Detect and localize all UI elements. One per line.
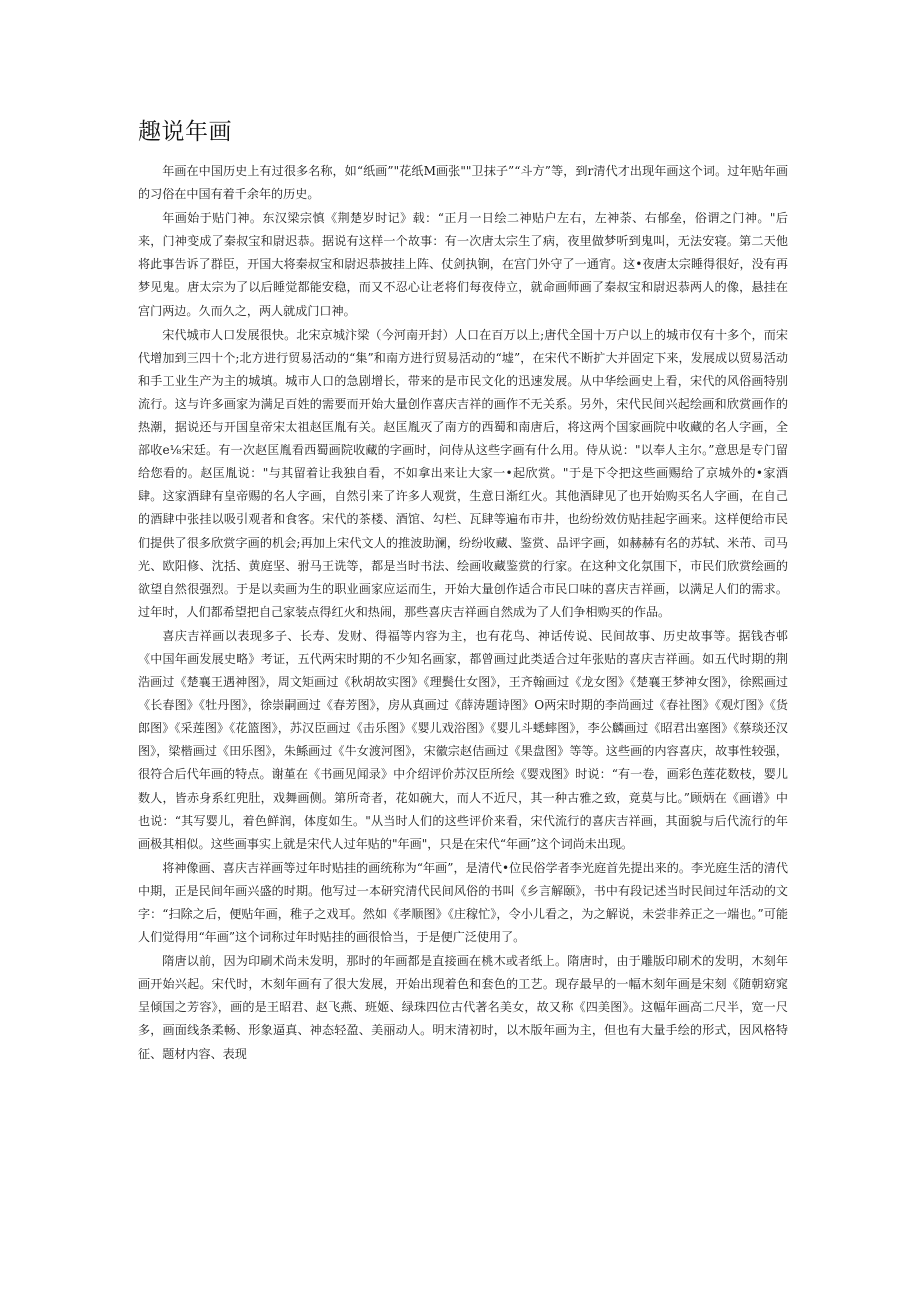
paragraph-2: 年画始于贴门神。东汉梁宗慎《荆楚岁时记》载：“正月一日绘二神贴户左右，左神荼、右郁垒，俗谓之门神。"后来，门神变成了秦叔宝和尉迟恭。据说有这样一个故事：有一次唐太宗生了病，夜里做梦听到鬼叫，无法安寝。第二天他将此事告诉了群臣，开国大将秦叔宝和尉迟恭披挂上阵、仗剑执锏，在宫门外守了一通宵。这•夜唐太宗睡得很好，没有再梦见鬼。唐太宗为了以后睡觉都能安稳，而又不忍心让老将们每夜侍立，就命画师画了秦叔宝和尉迟恭两人的像，悬挂在宫门两边。久而久之，两人就成门口神。 [138,211,788,318]
paragraph-1: 年画在中国历史上有过很多名称，如“纸画”"花纸M画张""卫抹子”“斗方”等，到r清代才出现年画这个词。过年贴年画的习俗在中国有着千余年的历史。 [138,164,788,202]
paragraph-5: 将神像画、喜庆吉祥画等过年时贴挂的画统称为“年画”，是清代•位民俗学者李光庭首先提出来的。李光庭生活的清代中期，正是民间年画兴盛的时期。他写过一本研究清代民间风俗的书叫《乡言解颐》，书中有段记述当时民间过年活动的文字：“扫除之后，便贴年画，稚子之戏耳。然如《孝顺图》《庄稼忙》，令小儿看之，为之解说，未尝非养正之一端也。”可能人们觉得用“年画”这个词称过年时贴挂的画很恰当，于是便广泛使用了。 [138,860,788,945]
paragraph-3: 宋代城市人口发展很快。北宋京城汴梁（今河南开封）人口在百万以上;唐代全国十万户以上的城市仅有十多个，而宋代增加到三四十个;北方进行贸易活动的“集”和南方进行贸易活动的“墟”，在宋代不断扩大并固定下来，发展成以贸易活动和手工业生产为主的城填。城市人口的急剧增长，带来的是市民文化的迅速发展。从中华绘画史上看，宋代的风俗画特别流行。这与许多画家为满足百姓的需要而开始大量创作喜庆吉祥的画作不无关系。另外，宋代民间兴起绘画和欣赏画作的热潮，据说还与开国皇帝宋太祖赵匡胤有关。赵匡胤灭了南方的西蜀和南唐后，将这两个国家画院中收藏的名人字画，全部收e⅛宋廷。有一次赵匡胤看西蜀画院收藏的字画时，问侍从这些字画有什么用。侍从说："以奉人主尔。”意思是专门留给您看的。赵匡胤说："与其留着让我独自看，不如拿出来让大家一•起欣赏。"于是下令把这些画赐给了京城外的•家酒肆。这家酒肆有皇帝赐的名人字画，自然引来了许多人观赏，生意日渐红火。其他酒肆见了也开始购买名人字画，在自己的酒肆中张挂以吸引观者和食客。宋代的茶楼、酒馆、勾栏、瓦肆等遍布市井，也纷纷效仿贴挂起字画来。这样便给市民们提供了很多欣赏字画的机会;再加上宋代文人的推波助澜，纷纷收藏、鉴赏、品评字画，如赫赫有名的苏轼、米芾、司马光、欧阳修、沈括、黄庭坚、驸马王诜等，都是当时书法、绘画收藏鉴赏的行家。在这种文化氛围下，市民们欣赏绘画的欲望自然很强烈。于是以卖画为生的职业画家应运而生，开始大量创作适合市民口味的喜庆吉祥画，以满足人们的需求。过年时，人们都希望把自己家装点得红火和热闹，那些喜庆吉祥画自然成为了人们争相购买的作品。 [138,327,788,619]
document-body [138,160,788,1067]
paragraph-4: 喜庆吉祥画以表现多子、长寿、发财、得福等内容为主，也有花鸟、神话传说、民间故事、历史故事等。据钱杏邨《中国年画发展史略》考证，五代两宋时期的不少知名画家，都曾画过此类适合过年张贴的喜庆吉祥画。如五代时期的荆浩画过《楚襄王遇神图》，周文矩画过《秋胡故实图》《理鬓仕女图》，王齐翰画过《龙女图》《楚襄王梦神女图》，徐熙画过《长春图》《牡丹图》，徐崇嗣画过《春芳图》，房从真画过《薛涛题诗图》O两宋时期的李尚画过《春社图》《观灯图》《货郎图》《采莲图》《花篮图》，苏汉臣画过《击乐图》《婴儿戏浴图》《婴儿斗蟋蟀图》，李公麟画过《昭君出塞图》《蔡琰还汉图》，梁楷画过《田乐图》，朱鲧画过《牛女渡河图》，宋徽宗赵佶画过《果盘图》等等。这些画的内容喜庆，故事性较强，很符合后代年画的特点。谢堇在《书画见闻录》中介绍评价苏汉臣所绘《婴戏图》时说：“有一卷，画彩色莲花数枝，婴儿数人，皆赤身系红兜肚，戏舞画侧。第所奇者，花如碗大，而人不近尺，其一种古雅之致，竟莫与比。”顾炳在《画谱》中也说：“其写婴儿，着色鲜润，体度如生。"从当时人们的这些评价来看，宋代流行的喜庆吉祥画，其面貌与后代流行的年画极其相似。这些画事实上就是宋代人过年贴的"年画"，只是在宋代“年画”这个词尚未出现。 [138,628,788,851]
document-title: 趣说年画 [138,119,232,145]
paragraph-6: 隋唐以前，因为印刷术尚未发明，那时的年画都是直接画在桃木或者纸上。隋唐时，由于雕版印刷术的发明，木刻年画开始兴起。宋代时，木刻年画有了很大发展，开始出现着色和套色的工艺。现存最早的一幅木刻年画是宋刻《随朝窈窕呈倾国之芳容》，画的是王昭君、赵飞燕、班姬、绿珠四位古代著名美女，故又称《四美图》。这幅年画高二尺半，宽一尺多，画面线条柔畅、形象逼真、神态轻盈、美丽动人。明末清初时，以木版年画为主，但也有大量手绘的形式，因风格特征、题材内容、表现 [138,954,788,1061]
